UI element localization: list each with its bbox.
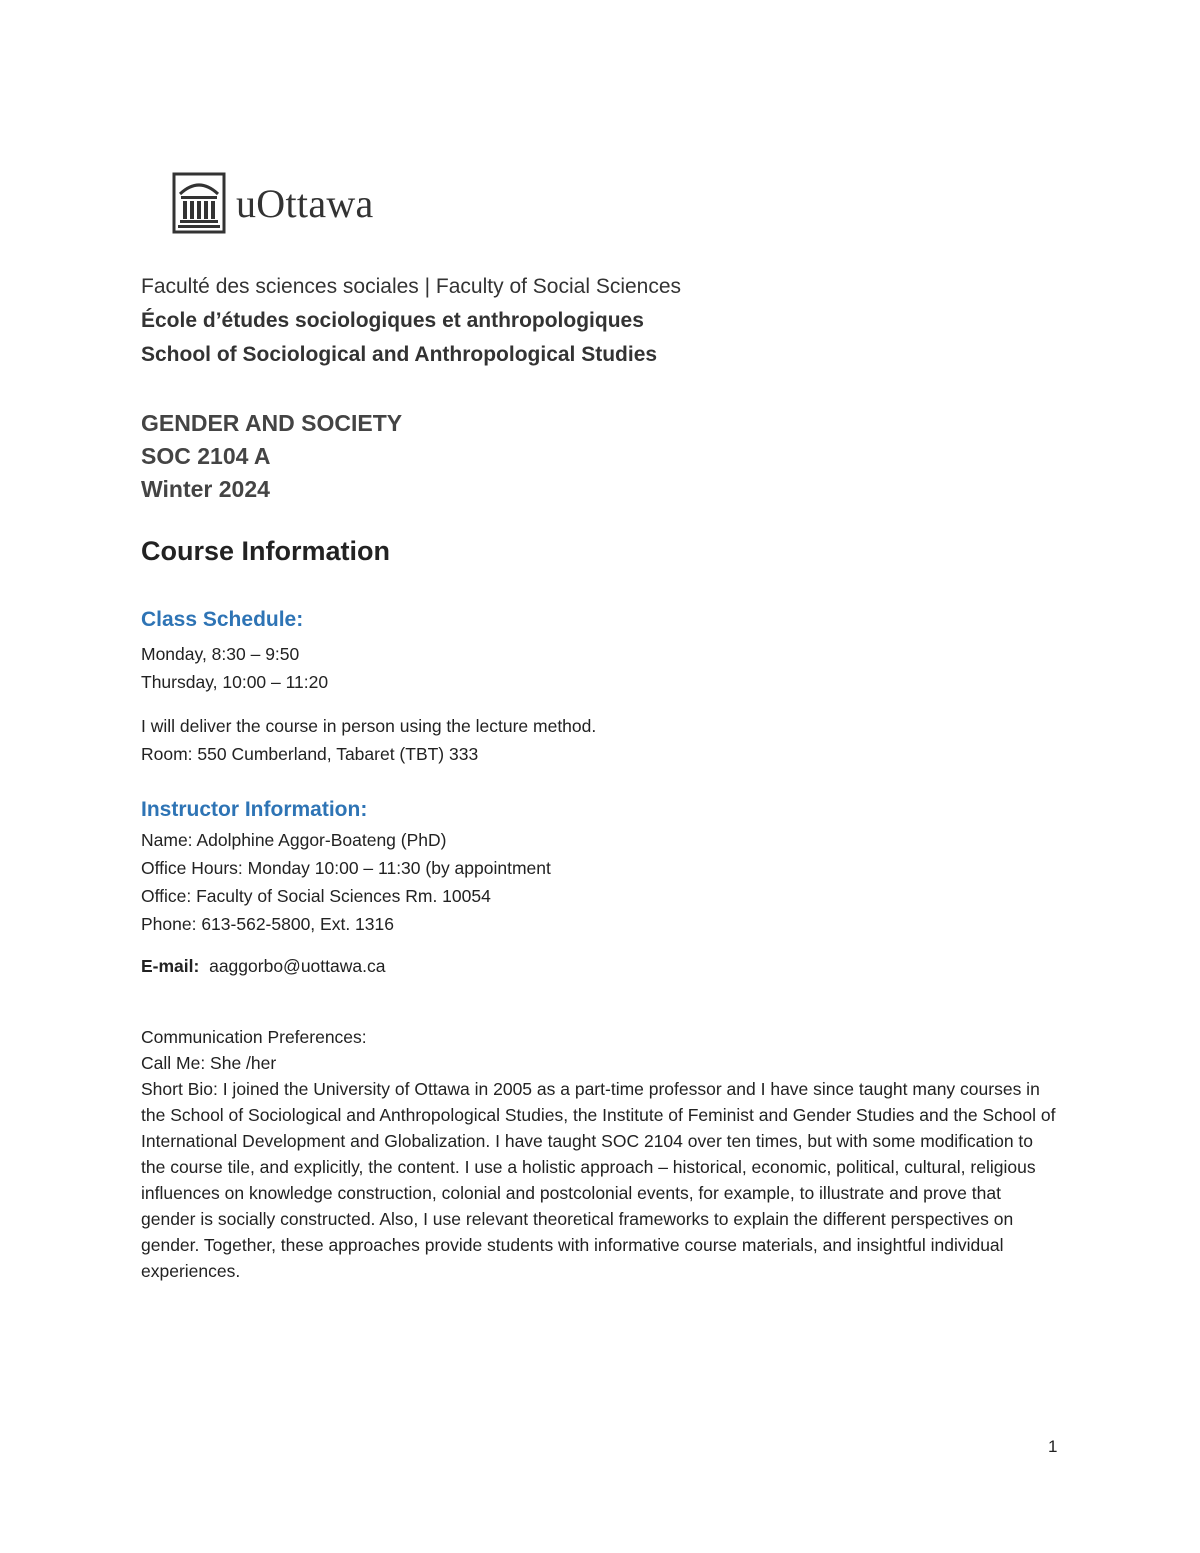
section-title: Course Information	[141, 536, 391, 566]
email-row	[141, 952, 1071, 980]
call-me: Call Me: She /her	[141, 1053, 277, 1073]
document-body	[141, 270, 1071, 1284]
email-label: E-mail:	[141, 956, 200, 976]
course-name: GENDER AND SOCIETY	[141, 410, 403, 436]
course-code: SOC 2104 A	[141, 443, 271, 469]
schedule-thursday: Thursday, 10:00 – 11:20	[141, 672, 329, 692]
course-term: Winter 2024	[141, 476, 270, 502]
school-name-en: School of Sociological and Anthropological Studies	[141, 343, 658, 366]
instructor-name: Name: Adolphine Aggor-Boateng (PhD)	[141, 830, 447, 850]
faculty-name: Faculté des sciences sociales | Faculty of Social Sciences	[141, 275, 682, 298]
short-bio: Short Bio: I joined the University of Ottawa in 2005 as a part-time professor and I have since taught many courses in the School of Sociological and Anthropological Studies, the Institute of Feminist and Gender Studies and the School of International Development and Globalization. I have taught SOC 2104 over ten times, but with some modification to the course tile, and explicitly, the content. I use a holistic approach – historical, economic, political, cultural, religious influences on knowledge construction, colonial and postcolonial events, for example, to illustrate and prove that gender is socially constructed. Also, I use relevant theoretical frameworks to explain the different perspectives on gender. Together, these approaches provide students with informative course materials, and insightful individual experiences.	[141, 1079, 1056, 1281]
delivery-method: I will deliver the course in person using the lecture method.	[141, 716, 597, 736]
class-schedule-heading: Class Schedule:	[141, 608, 304, 631]
communication-heading: Communication Preferences:	[141, 1027, 367, 1047]
school-name-fr: École d’études sociologiques et anthropologiques	[141, 309, 644, 332]
schedule-monday: Monday, 8:30 – 9:50	[141, 644, 300, 664]
uottawa-logo	[172, 172, 374, 234]
office-location: Office: Faculty of Social Sciences Rm. 10054	[141, 886, 491, 906]
instructor-info-heading: Instructor Information:	[141, 798, 368, 821]
phone-number: Phone: 613-562-5800, Ext. 1316	[141, 914, 394, 934]
office-hours: Office Hours: Monday 10:00 – 11:30 (by appointment	[141, 858, 551, 878]
room-location: Room: 550 Cumberland, Tabaret (TBT) 333	[141, 744, 479, 764]
brand-name: uOttawa	[236, 180, 374, 226]
page-number: 1	[1048, 1437, 1058, 1456]
university-building-icon	[172, 172, 226, 234]
email-address[interactable]: aaggorbo@uottawa.ca	[209, 956, 386, 976]
